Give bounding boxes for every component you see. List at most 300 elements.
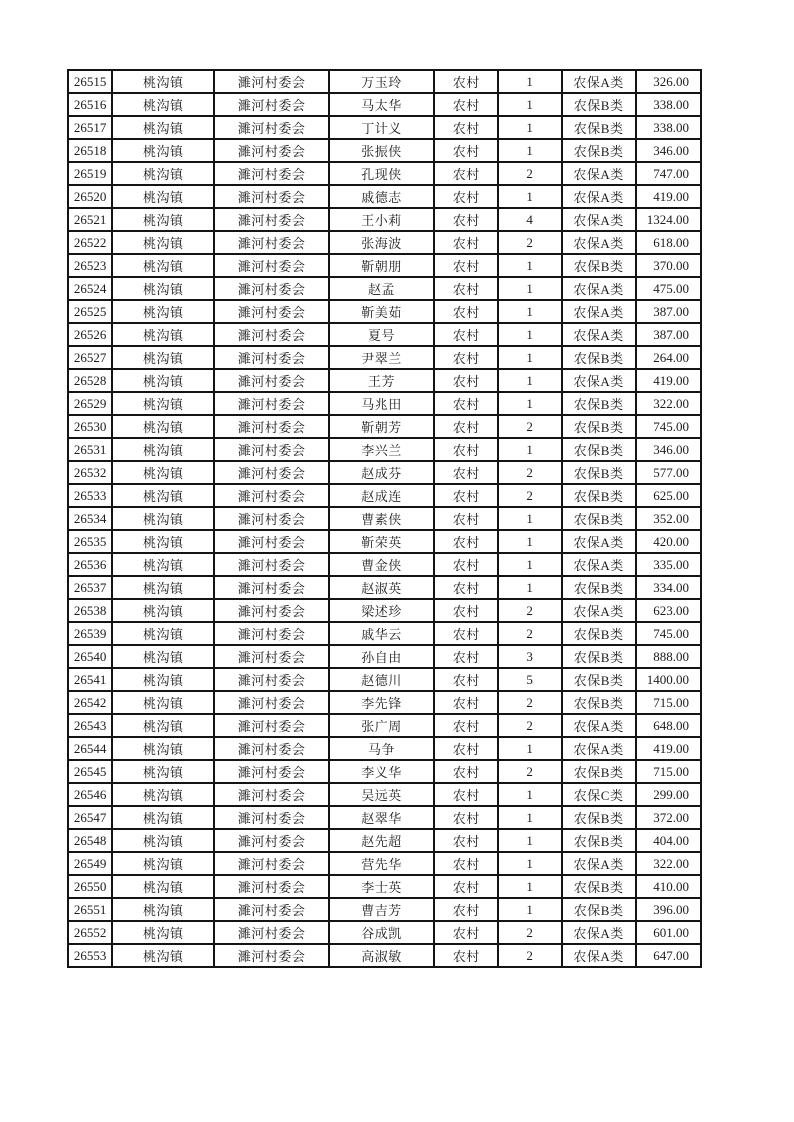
cell-record_id: 26538 bbox=[68, 599, 112, 622]
cell-town: 桃沟镇 bbox=[112, 438, 214, 461]
cell-amount: 346.00 bbox=[636, 438, 701, 461]
cell-village_committee: 濉河村委会 bbox=[214, 300, 328, 323]
cell-name: 赵先超 bbox=[329, 829, 434, 852]
cell-town: 桃沟镇 bbox=[112, 737, 214, 760]
cell-town: 桃沟镇 bbox=[112, 484, 214, 507]
cell-residence_type: 农村 bbox=[434, 254, 498, 277]
cell-name: 王芳 bbox=[329, 369, 434, 392]
cell-town: 桃沟镇 bbox=[112, 622, 214, 645]
cell-amount: 419.00 bbox=[636, 185, 701, 208]
cell-person_count: 2 bbox=[498, 461, 561, 484]
cell-record_id: 26542 bbox=[68, 691, 112, 714]
cell-residence_type: 农村 bbox=[434, 576, 498, 599]
cell-village_committee: 濉河村委会 bbox=[214, 369, 328, 392]
table-row bbox=[68, 760, 701, 783]
cell-residence_type: 农村 bbox=[434, 829, 498, 852]
cell-person_count: 1 bbox=[498, 277, 561, 300]
cell-town: 桃沟镇 bbox=[112, 185, 214, 208]
cell-person_count: 2 bbox=[498, 162, 561, 185]
cell-village_committee: 濉河村委会 bbox=[214, 829, 328, 852]
cell-town: 桃沟镇 bbox=[112, 760, 214, 783]
table-row bbox=[68, 300, 701, 323]
cell-insurance_category: 农保C类 bbox=[562, 783, 636, 806]
table-row bbox=[68, 875, 701, 898]
table-row bbox=[68, 231, 701, 254]
cell-name: 靳美茹 bbox=[329, 300, 434, 323]
cell-record_id: 26533 bbox=[68, 484, 112, 507]
cell-name: 曹吉芳 bbox=[329, 898, 434, 921]
cell-amount: 419.00 bbox=[636, 369, 701, 392]
cell-town: 桃沟镇 bbox=[112, 875, 214, 898]
cell-residence_type: 农村 bbox=[434, 70, 498, 93]
table-row bbox=[68, 277, 701, 300]
cell-person_count: 2 bbox=[498, 714, 561, 737]
cell-record_id: 26539 bbox=[68, 622, 112, 645]
cell-village_committee: 濉河村委会 bbox=[214, 553, 328, 576]
cell-name: 吴远英 bbox=[329, 783, 434, 806]
cell-name: 夏号 bbox=[329, 323, 434, 346]
cell-amount: 715.00 bbox=[636, 691, 701, 714]
cell-town: 桃沟镇 bbox=[112, 507, 214, 530]
cell-person_count: 1 bbox=[498, 369, 561, 392]
cell-residence_type: 农村 bbox=[434, 507, 498, 530]
cell-town: 桃沟镇 bbox=[112, 553, 214, 576]
cell-name: 赵淑英 bbox=[329, 576, 434, 599]
cell-residence_type: 农村 bbox=[434, 875, 498, 898]
cell-person_count: 1 bbox=[498, 93, 561, 116]
cell-village_committee: 濉河村委会 bbox=[214, 323, 328, 346]
cell-insurance_category: 农保B类 bbox=[562, 806, 636, 829]
cell-record_id: 26541 bbox=[68, 668, 112, 691]
cell-record_id: 26546 bbox=[68, 783, 112, 806]
cell-person_count: 1 bbox=[498, 116, 561, 139]
cell-residence_type: 农村 bbox=[434, 369, 498, 392]
cell-village_committee: 濉河村委会 bbox=[214, 852, 328, 875]
cell-village_committee: 濉河村委会 bbox=[214, 507, 328, 530]
cell-insurance_category: 农保B类 bbox=[562, 875, 636, 898]
table-row bbox=[68, 806, 701, 829]
cell-record_id: 26549 bbox=[68, 852, 112, 875]
table-row bbox=[68, 208, 701, 231]
cell-name: 赵德川 bbox=[329, 668, 434, 691]
cell-name: 马太华 bbox=[329, 93, 434, 116]
cell-insurance_category: 农保B类 bbox=[562, 392, 636, 415]
cell-residence_type: 农村 bbox=[434, 185, 498, 208]
table-row bbox=[68, 898, 701, 921]
cell-village_committee: 濉河村委会 bbox=[214, 254, 328, 277]
cell-village_committee: 濉河村委会 bbox=[214, 346, 328, 369]
cell-insurance_category: 农保B类 bbox=[562, 829, 636, 852]
cell-person_count: 1 bbox=[498, 392, 561, 415]
cell-town: 桃沟镇 bbox=[112, 530, 214, 553]
table-row bbox=[68, 553, 701, 576]
cell-amount: 577.00 bbox=[636, 461, 701, 484]
cell-amount: 338.00 bbox=[636, 116, 701, 139]
cell-village_committee: 濉河村委会 bbox=[214, 277, 328, 300]
cell-residence_type: 农村 bbox=[434, 438, 498, 461]
table-row bbox=[68, 921, 701, 944]
cell-village_committee: 濉河村委会 bbox=[214, 737, 328, 760]
cell-person_count: 1 bbox=[498, 737, 561, 760]
cell-name: 戚华云 bbox=[329, 622, 434, 645]
cell-amount: 420.00 bbox=[636, 530, 701, 553]
cell-residence_type: 农村 bbox=[434, 461, 498, 484]
cell-residence_type: 农村 bbox=[434, 737, 498, 760]
cell-name: 戚德志 bbox=[329, 185, 434, 208]
table-row bbox=[68, 507, 701, 530]
cell-village_committee: 濉河村委会 bbox=[214, 208, 328, 231]
cell-town: 桃沟镇 bbox=[112, 392, 214, 415]
cell-person_count: 2 bbox=[498, 921, 561, 944]
cell-name: 王小莉 bbox=[329, 208, 434, 231]
cell-amount: 299.00 bbox=[636, 783, 701, 806]
cell-person_count: 1 bbox=[498, 806, 561, 829]
cell-name: 万玉玲 bbox=[329, 70, 434, 93]
cell-town: 桃沟镇 bbox=[112, 599, 214, 622]
cell-amount: 396.00 bbox=[636, 898, 701, 921]
cell-village_committee: 濉河村委会 bbox=[214, 231, 328, 254]
cell-record_id: 26534 bbox=[68, 507, 112, 530]
cell-residence_type: 农村 bbox=[434, 139, 498, 162]
cell-amount: 745.00 bbox=[636, 415, 701, 438]
cell-person_count: 2 bbox=[498, 231, 561, 254]
cell-village_committee: 濉河村委会 bbox=[214, 415, 328, 438]
table-row bbox=[68, 530, 701, 553]
cell-record_id: 26536 bbox=[68, 553, 112, 576]
cell-name: 李兴兰 bbox=[329, 438, 434, 461]
cell-record_id: 26527 bbox=[68, 346, 112, 369]
cell-record_id: 26529 bbox=[68, 392, 112, 415]
cell-town: 桃沟镇 bbox=[112, 300, 214, 323]
cell-amount: 372.00 bbox=[636, 806, 701, 829]
cell-name: 李士英 bbox=[329, 875, 434, 898]
cell-name: 营先华 bbox=[329, 852, 434, 875]
cell-town: 桃沟镇 bbox=[112, 323, 214, 346]
cell-town: 桃沟镇 bbox=[112, 829, 214, 852]
cell-insurance_category: 农保A类 bbox=[562, 599, 636, 622]
cell-person_count: 1 bbox=[498, 553, 561, 576]
cell-village_committee: 濉河村委会 bbox=[214, 760, 328, 783]
cell-amount: 475.00 bbox=[636, 277, 701, 300]
cell-record_id: 26547 bbox=[68, 806, 112, 829]
cell-residence_type: 农村 bbox=[434, 323, 498, 346]
cell-village_committee: 濉河村委会 bbox=[214, 944, 328, 967]
cell-town: 桃沟镇 bbox=[112, 783, 214, 806]
cell-record_id: 26518 bbox=[68, 139, 112, 162]
cell-amount: 410.00 bbox=[636, 875, 701, 898]
cell-insurance_category: 农保B类 bbox=[562, 139, 636, 162]
cell-record_id: 26535 bbox=[68, 530, 112, 553]
cell-residence_type: 农村 bbox=[434, 921, 498, 944]
cell-town: 桃沟镇 bbox=[112, 921, 214, 944]
cell-name: 张广周 bbox=[329, 714, 434, 737]
cell-village_committee: 濉河村委会 bbox=[214, 599, 328, 622]
cell-person_count: 1 bbox=[498, 185, 561, 208]
cell-town: 桃沟镇 bbox=[112, 668, 214, 691]
cell-person_count: 1 bbox=[498, 875, 561, 898]
cell-record_id: 26516 bbox=[68, 93, 112, 116]
cell-residence_type: 农村 bbox=[434, 806, 498, 829]
cell-residence_type: 农村 bbox=[434, 162, 498, 185]
table-row bbox=[68, 714, 701, 737]
cell-record_id: 26550 bbox=[68, 875, 112, 898]
cell-town: 桃沟镇 bbox=[112, 162, 214, 185]
cell-name: 孔现侠 bbox=[329, 162, 434, 185]
cell-name: 赵成连 bbox=[329, 484, 434, 507]
cell-record_id: 26528 bbox=[68, 369, 112, 392]
cell-amount: 618.00 bbox=[636, 231, 701, 254]
cell-amount: 335.00 bbox=[636, 553, 701, 576]
cell-person_count: 1 bbox=[498, 898, 561, 921]
cell-amount: 404.00 bbox=[636, 829, 701, 852]
cell-person_count: 1 bbox=[498, 438, 561, 461]
table-row bbox=[68, 852, 701, 875]
cell-person_count: 3 bbox=[498, 645, 561, 668]
cell-person_count: 1 bbox=[498, 530, 561, 553]
table-row bbox=[68, 346, 701, 369]
cell-amount: 322.00 bbox=[636, 392, 701, 415]
cell-town: 桃沟镇 bbox=[112, 645, 214, 668]
cell-insurance_category: 农保B类 bbox=[562, 116, 636, 139]
cell-name: 谷成凯 bbox=[329, 921, 434, 944]
cell-residence_type: 农村 bbox=[434, 760, 498, 783]
table-row bbox=[68, 599, 701, 622]
cell-residence_type: 农村 bbox=[434, 553, 498, 576]
table-row bbox=[68, 70, 701, 93]
cell-person_count: 2 bbox=[498, 599, 561, 622]
cell-village_committee: 濉河村委会 bbox=[214, 70, 328, 93]
cell-residence_type: 农村 bbox=[434, 93, 498, 116]
cell-village_committee: 濉河村委会 bbox=[214, 461, 328, 484]
cell-person_count: 1 bbox=[498, 254, 561, 277]
cell-name: 孙自由 bbox=[329, 645, 434, 668]
cell-record_id: 26526 bbox=[68, 323, 112, 346]
table-row bbox=[68, 116, 701, 139]
cell-village_committee: 濉河村委会 bbox=[214, 392, 328, 415]
cell-village_committee: 濉河村委会 bbox=[214, 645, 328, 668]
cell-village_committee: 濉河村委会 bbox=[214, 162, 328, 185]
cell-residence_type: 农村 bbox=[434, 346, 498, 369]
cell-town: 桃沟镇 bbox=[112, 898, 214, 921]
cell-record_id: 26548 bbox=[68, 829, 112, 852]
cell-town: 桃沟镇 bbox=[112, 208, 214, 231]
table-row bbox=[68, 139, 701, 162]
cell-village_committee: 濉河村委会 bbox=[214, 484, 328, 507]
cell-amount: 715.00 bbox=[636, 760, 701, 783]
table-row bbox=[68, 645, 701, 668]
cell-residence_type: 农村 bbox=[434, 415, 498, 438]
cell-person_count: 1 bbox=[498, 323, 561, 346]
cell-town: 桃沟镇 bbox=[112, 346, 214, 369]
cell-record_id: 26521 bbox=[68, 208, 112, 231]
cell-residence_type: 农村 bbox=[434, 392, 498, 415]
cell-record_id: 26515 bbox=[68, 70, 112, 93]
table-row bbox=[68, 254, 701, 277]
cell-residence_type: 农村 bbox=[434, 944, 498, 967]
cell-amount: 326.00 bbox=[636, 70, 701, 93]
cell-residence_type: 农村 bbox=[434, 300, 498, 323]
cell-insurance_category: 农保A类 bbox=[562, 714, 636, 737]
cell-person_count: 2 bbox=[498, 691, 561, 714]
cell-insurance_category: 农保B类 bbox=[562, 346, 636, 369]
cell-village_committee: 濉河村委会 bbox=[214, 691, 328, 714]
cell-residence_type: 农村 bbox=[434, 530, 498, 553]
cell-town: 桃沟镇 bbox=[112, 93, 214, 116]
cell-village_committee: 濉河村委会 bbox=[214, 898, 328, 921]
cell-town: 桃沟镇 bbox=[112, 369, 214, 392]
cell-insurance_category: 农保A类 bbox=[562, 323, 636, 346]
table-row bbox=[68, 737, 701, 760]
table-row bbox=[68, 944, 701, 967]
cell-record_id: 26519 bbox=[68, 162, 112, 185]
cell-name: 马争 bbox=[329, 737, 434, 760]
cell-town: 桃沟镇 bbox=[112, 944, 214, 967]
cell-insurance_category: 农保A类 bbox=[562, 185, 636, 208]
cell-person_count: 1 bbox=[498, 783, 561, 806]
cell-amount: 346.00 bbox=[636, 139, 701, 162]
table-row bbox=[68, 461, 701, 484]
cell-town: 桃沟镇 bbox=[112, 852, 214, 875]
cell-name: 赵孟 bbox=[329, 277, 434, 300]
cell-amount: 1324.00 bbox=[636, 208, 701, 231]
cell-amount: 647.00 bbox=[636, 944, 701, 967]
cell-record_id: 26544 bbox=[68, 737, 112, 760]
cell-village_committee: 濉河村委会 bbox=[214, 806, 328, 829]
table-row bbox=[68, 576, 701, 599]
cell-residence_type: 农村 bbox=[434, 231, 498, 254]
cell-village_committee: 濉河村委会 bbox=[214, 714, 328, 737]
cell-residence_type: 农村 bbox=[434, 277, 498, 300]
cell-village_committee: 濉河村委会 bbox=[214, 139, 328, 162]
cell-person_count: 2 bbox=[498, 415, 561, 438]
cell-village_committee: 濉河村委会 bbox=[214, 668, 328, 691]
cell-name: 靳朝芳 bbox=[329, 415, 434, 438]
cell-town: 桃沟镇 bbox=[112, 714, 214, 737]
cell-residence_type: 农村 bbox=[434, 484, 498, 507]
cell-insurance_category: 农保A类 bbox=[562, 208, 636, 231]
table-row bbox=[68, 783, 701, 806]
cell-record_id: 26532 bbox=[68, 461, 112, 484]
cell-person_count: 1 bbox=[498, 576, 561, 599]
cell-residence_type: 农村 bbox=[434, 852, 498, 875]
table-row bbox=[68, 691, 701, 714]
cell-record_id: 26537 bbox=[68, 576, 112, 599]
table-row bbox=[68, 93, 701, 116]
cell-name: 曹金侠 bbox=[329, 553, 434, 576]
cell-name: 张海波 bbox=[329, 231, 434, 254]
cell-record_id: 26553 bbox=[68, 944, 112, 967]
cell-name: 靳荣英 bbox=[329, 530, 434, 553]
table-row bbox=[68, 622, 701, 645]
cell-name: 张振侠 bbox=[329, 139, 434, 162]
cell-insurance_category: 农保B类 bbox=[562, 898, 636, 921]
cell-person_count: 4 bbox=[498, 208, 561, 231]
cell-insurance_category: 农保A类 bbox=[562, 231, 636, 254]
cell-amount: 745.00 bbox=[636, 622, 701, 645]
cell-town: 桃沟镇 bbox=[112, 576, 214, 599]
cell-town: 桃沟镇 bbox=[112, 139, 214, 162]
cell-town: 桃沟镇 bbox=[112, 116, 214, 139]
cell-town: 桃沟镇 bbox=[112, 254, 214, 277]
cell-record_id: 26530 bbox=[68, 415, 112, 438]
cell-person_count: 1 bbox=[498, 300, 561, 323]
cell-insurance_category: 农保A类 bbox=[562, 162, 636, 185]
cell-name: 赵翠华 bbox=[329, 806, 434, 829]
cell-person_count: 1 bbox=[498, 507, 561, 530]
cell-insurance_category: 农保B类 bbox=[562, 760, 636, 783]
cell-record_id: 26517 bbox=[68, 116, 112, 139]
cell-residence_type: 农村 bbox=[434, 668, 498, 691]
cell-residence_type: 农村 bbox=[434, 116, 498, 139]
cell-insurance_category: 农保B类 bbox=[562, 576, 636, 599]
cell-insurance_category: 农保B类 bbox=[562, 507, 636, 530]
cell-insurance_category: 农保A类 bbox=[562, 852, 636, 875]
cell-village_committee: 濉河村委会 bbox=[214, 783, 328, 806]
cell-person_count: 1 bbox=[498, 70, 561, 93]
cell-name: 丁计义 bbox=[329, 116, 434, 139]
cell-amount: 387.00 bbox=[636, 300, 701, 323]
cell-residence_type: 农村 bbox=[434, 783, 498, 806]
table-row bbox=[68, 185, 701, 208]
cell-insurance_category: 农保B类 bbox=[562, 484, 636, 507]
cell-record_id: 26524 bbox=[68, 277, 112, 300]
cell-insurance_category: 农保A类 bbox=[562, 944, 636, 967]
cell-village_committee: 濉河村委会 bbox=[214, 622, 328, 645]
cell-insurance_category: 农保A类 bbox=[562, 921, 636, 944]
cell-amount: 370.00 bbox=[636, 254, 701, 277]
cell-record_id: 26543 bbox=[68, 714, 112, 737]
table-row bbox=[68, 415, 701, 438]
cell-record_id: 26540 bbox=[68, 645, 112, 668]
cell-record_id: 26545 bbox=[68, 760, 112, 783]
cell-village_committee: 濉河村委会 bbox=[214, 116, 328, 139]
cell-record_id: 26525 bbox=[68, 300, 112, 323]
table-row bbox=[68, 323, 701, 346]
cell-name: 尹翠兰 bbox=[329, 346, 434, 369]
cell-person_count: 2 bbox=[498, 944, 561, 967]
table-row bbox=[68, 162, 701, 185]
table-row bbox=[68, 438, 701, 461]
table-row bbox=[68, 829, 701, 852]
cell-amount: 623.00 bbox=[636, 599, 701, 622]
cell-name: 马兆田 bbox=[329, 392, 434, 415]
cell-person_count: 5 bbox=[498, 668, 561, 691]
cell-person_count: 1 bbox=[498, 852, 561, 875]
cell-amount: 747.00 bbox=[636, 162, 701, 185]
cell-amount: 338.00 bbox=[636, 93, 701, 116]
cell-village_committee: 濉河村委会 bbox=[214, 185, 328, 208]
cell-name: 赵成芬 bbox=[329, 461, 434, 484]
cell-town: 桃沟镇 bbox=[112, 691, 214, 714]
cell-town: 桃沟镇 bbox=[112, 415, 214, 438]
cell-record_id: 26531 bbox=[68, 438, 112, 461]
cell-person_count: 2 bbox=[498, 760, 561, 783]
cell-insurance_category: 农保B类 bbox=[562, 668, 636, 691]
cell-amount: 334.00 bbox=[636, 576, 701, 599]
cell-insurance_category: 农保B类 bbox=[562, 438, 636, 461]
cell-insurance_category: 农保B类 bbox=[562, 415, 636, 438]
cell-person_count: 2 bbox=[498, 484, 561, 507]
cell-insurance_category: 农保A类 bbox=[562, 70, 636, 93]
cell-town: 桃沟镇 bbox=[112, 70, 214, 93]
cell-person_count: 1 bbox=[498, 829, 561, 852]
cell-village_committee: 濉河村委会 bbox=[214, 438, 328, 461]
cell-residence_type: 农村 bbox=[434, 599, 498, 622]
cell-person_count: 2 bbox=[498, 622, 561, 645]
table-row bbox=[68, 392, 701, 415]
cell-person_count: 1 bbox=[498, 139, 561, 162]
cell-insurance_category: 农保B类 bbox=[562, 254, 636, 277]
